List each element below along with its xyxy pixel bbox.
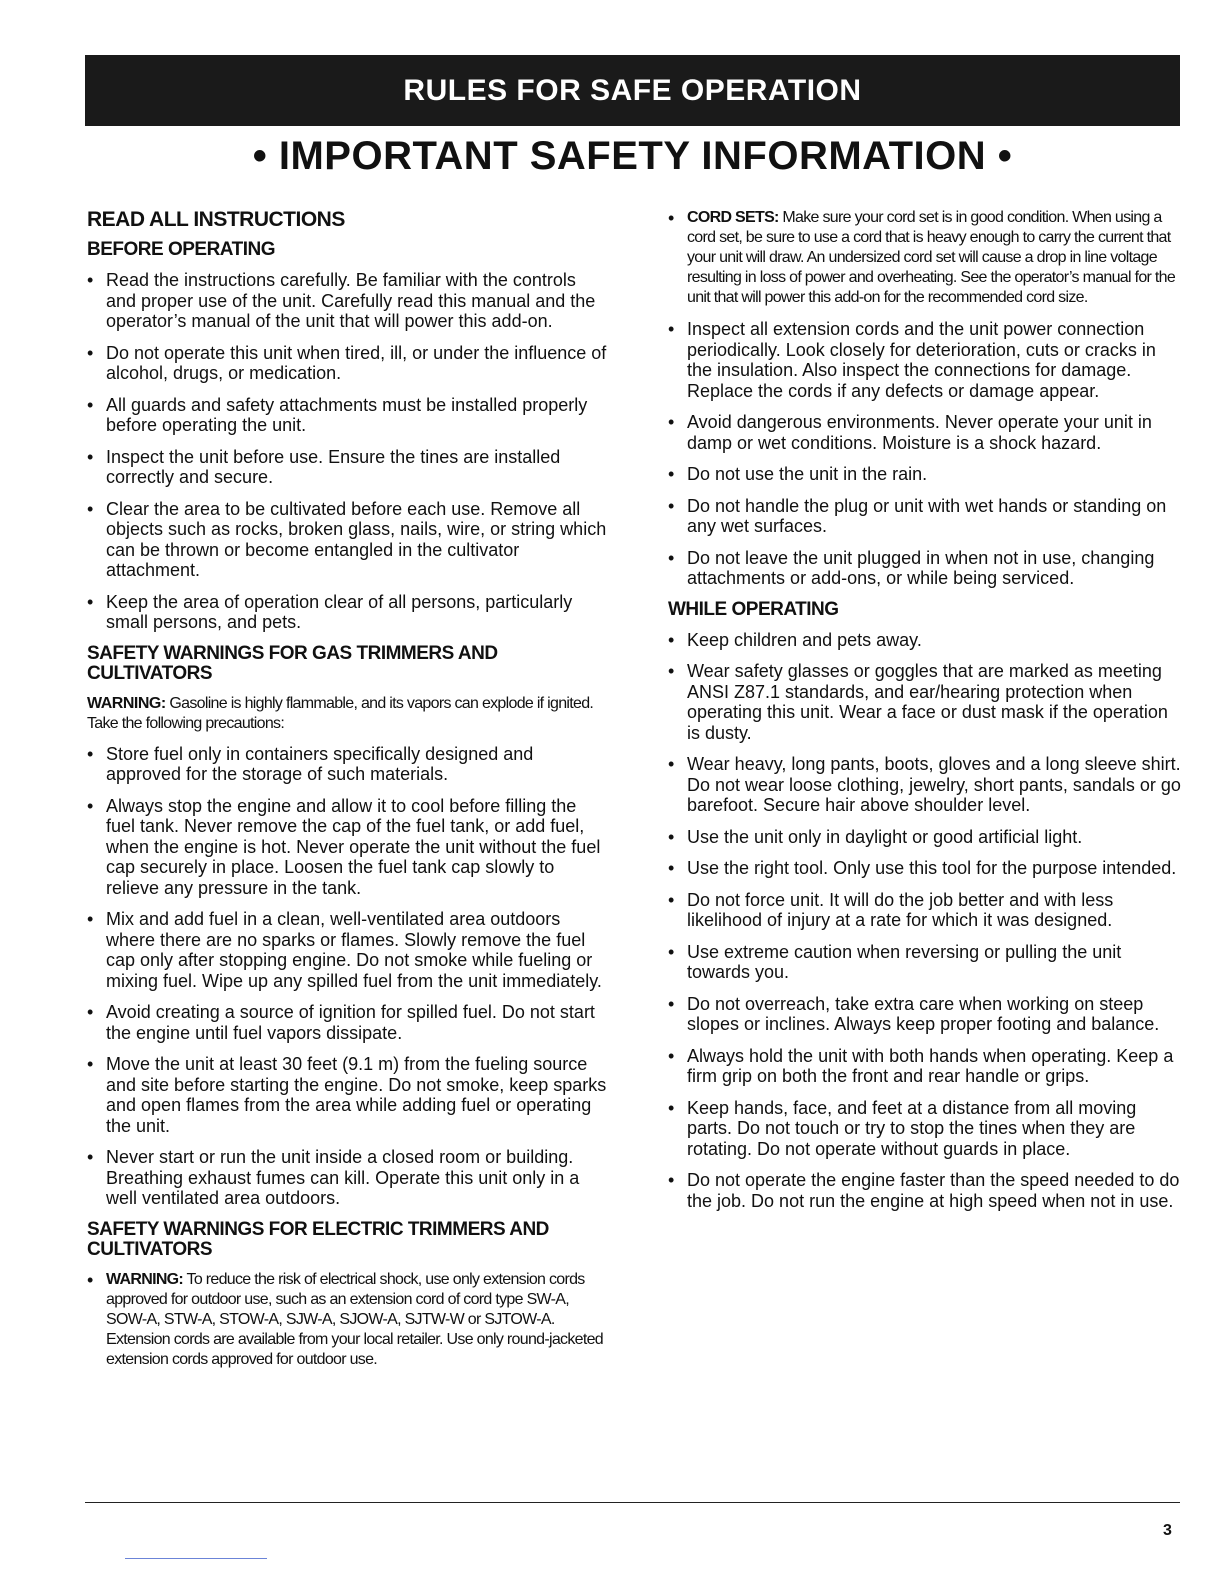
section-banner: RULES FOR SAFE OPERATION [85, 55, 1180, 126]
list-item: • Avoid creating a source of ignition for spilled fuel. Do not start the engine until fuel vapors dissipate. [87, 1002, 595, 1043]
footer-rule [85, 1502, 1180, 1503]
scan-artifact-line [125, 1558, 267, 1559]
list-item: • Do not operate the engine faster than the speed needed to do the job. Do not run the engine at high speed when not in use. [668, 1170, 1180, 1211]
list-item: • Use the right tool. Only use this tool for the purpose intended. [668, 858, 1177, 878]
list-item: • Do not force unit. It will do the job better and with less likelihood of injury at a rate for which it was designed. [668, 889, 1114, 930]
before-operating-list [87, 270, 607, 633]
left-column [87, 208, 607, 1381]
list-item: • Do not handle the plug or unit with wet hands or standing on any wet surfaces. [668, 495, 1167, 536]
list-item: • Never start or run the unit inside a closed room or building. Breathing exhaust fumes can kill. Operate this unit only in a well ventilated area outdoors. [87, 1147, 580, 1208]
list-item: • WARNING: To reduce the risk of electrical shock, use only extension cords approved for outdoor use, such as an extension cord of cord type SW-A, SOW-A, STW-A, STOW-A, SJW-A, SJOW-A, SJTW-W or SJTOW-A. Extension cords are available from your local retailer. Use only round-jacketed extension cords approved for outdoor use. [87, 1269, 603, 1368]
list-item: • Do not overreach, take extra care when working on steep slopes or inclines. Always keep proper footing and balance. [668, 993, 1160, 1034]
list-item: • Inspect the unit before use. Ensure the tines are installed correctly and secure. [87, 446, 561, 487]
heading-gas-warnings: SAFETY WARNINGS FOR GAS TRIMMERS AND CULTIVATORS [87, 642, 498, 684]
list-item: • Wear safety glasses or goggles that are marked as meeting ANSI Z87.1 standards, and ear/hearing protection when operating this unit. Wear a face or dust mask if the operation is dusty. [668, 661, 1168, 743]
gas-warnings-list [87, 744, 607, 1209]
list-item: • All guards and safety attachments must be installed properly before operating the unit. [87, 394, 588, 435]
list-item: • Read the instructions carefully. Be familiar with the controls and proper use of the unit. Carefully read this manual and the operator’s manual of the unit that will power this add-on. [87, 270, 596, 331]
list-item: • Always stop the engine and allow it to cool before filling the fuel tank. Never remove the cap of the fuel tank, or add fuel, when the engine is hot. Never operate the unit without the fuel cap securely in place. Loosen the fuel tank cap slowly to relieve any pressure in the tank. [87, 795, 601, 898]
list-item: • Wear heavy, long pants, boots, gloves and a long sleeve shirt. Do not wear loose clothing, jewelry, short pants, sandals or go barefoot. Secure hair above shoulder level. [668, 754, 1181, 815]
list-item: • Do not use the unit in the rain. [668, 464, 928, 484]
heading-read-all: READ ALL INSTRUCTIONS [87, 208, 345, 231]
list-item: • Keep children and pets away. [668, 629, 922, 650]
heading-before-operating: BEFORE OPERATING [87, 239, 275, 260]
right-column [668, 208, 1183, 1222]
page-title: • IMPORTANT SAFETY INFORMATION • [252, 134, 1013, 178]
while-operating-list [668, 630, 1183, 1212]
list-item: • Use the unit only in daylight or good artificial light. [668, 826, 1083, 847]
list-item: • Store fuel only in containers specifically designed and approved for the storage of such materials. [87, 743, 534, 784]
list-item: • Avoid dangerous environments. Never operate your unit in damp or wet conditions. Moisture is a shock hazard. [668, 412, 1152, 453]
cord-sets-list [668, 208, 1183, 589]
list-item: • CORD SETS: Make sure your cord set is in good condition. When using a cord set, be sure to use a cord that is heavy enough to carry the current that your unit will draw. An undersized cord set will cause a drop in line voltage resulting in loss of power and overheating. See the operator’s manual for the unit that will power this add-on for the recommended cord size. [668, 208, 1176, 306]
list-item: • Always hold the unit with both hands when operating. Keep a firm grip on both the front and rear handle or grips. [668, 1045, 1174, 1086]
page-number: 3 [1163, 1522, 1172, 1539]
list-item: • Keep hands, face, and feet at a distance from all moving parts. Do not touch or try to stop the tines when they are rotating. Do not operate without guards in place. [668, 1097, 1137, 1159]
list-item: • Do not leave the unit plugged in when not in use, changing attachments or add-ons, or while being serviced. [668, 547, 1155, 588]
electric-warnings-list [87, 1270, 607, 1370]
list-item: • Move the unit at least 30 feet (9.1 m) from the fueling source and site before starting the engine. Do not smoke, keep sparks and open flames from the area while adding fuel or operating the unit. [87, 1054, 607, 1136]
list-item: • Clear the area to be cultivated before each use. Remove all objects such as rocks, broken glass, nails, wire, or string which can be thrown or become entangled in the cultivator attachment. [87, 498, 607, 580]
heading-electric-warnings: SAFETY WARNINGS FOR ELECTRIC TRIMMERS AND CULTIVATORS [87, 1218, 549, 1260]
list-item: • Keep the area of operation clear of all persons, particularly small persons, and pets. [87, 591, 573, 632]
list-item: • Do not operate this unit when tired, ill, or under the influence of alcohol, drugs, or medication. [87, 342, 607, 383]
list-item: • Mix and add fuel in a clean, well-ventilated area outdoors where there are no sparks or flames. Slowly remove the fuel cap only after stopping engine. Do not smoke while fueling or mixing fuel. Wipe up any spilled fuel from the unit immediately. [87, 909, 602, 991]
list-item: • Inspect all extension cords and the unit power connection periodically. Look closely for deterioration, cuts or cracks in the insulation. Also inspect the connections for damage. Replace the cords if any defects or damage appear. [668, 319, 1156, 401]
gas-warning-paragraph: WARNING: Gasoline is highly flammable, and its vapors can explode if ignited. Take the following precautions: [87, 694, 594, 732]
heading-while-operating: WHILE OPERATING [668, 598, 839, 620]
list-item: • Use extreme caution when reversing or pulling the unit towards you. [668, 941, 1122, 982]
